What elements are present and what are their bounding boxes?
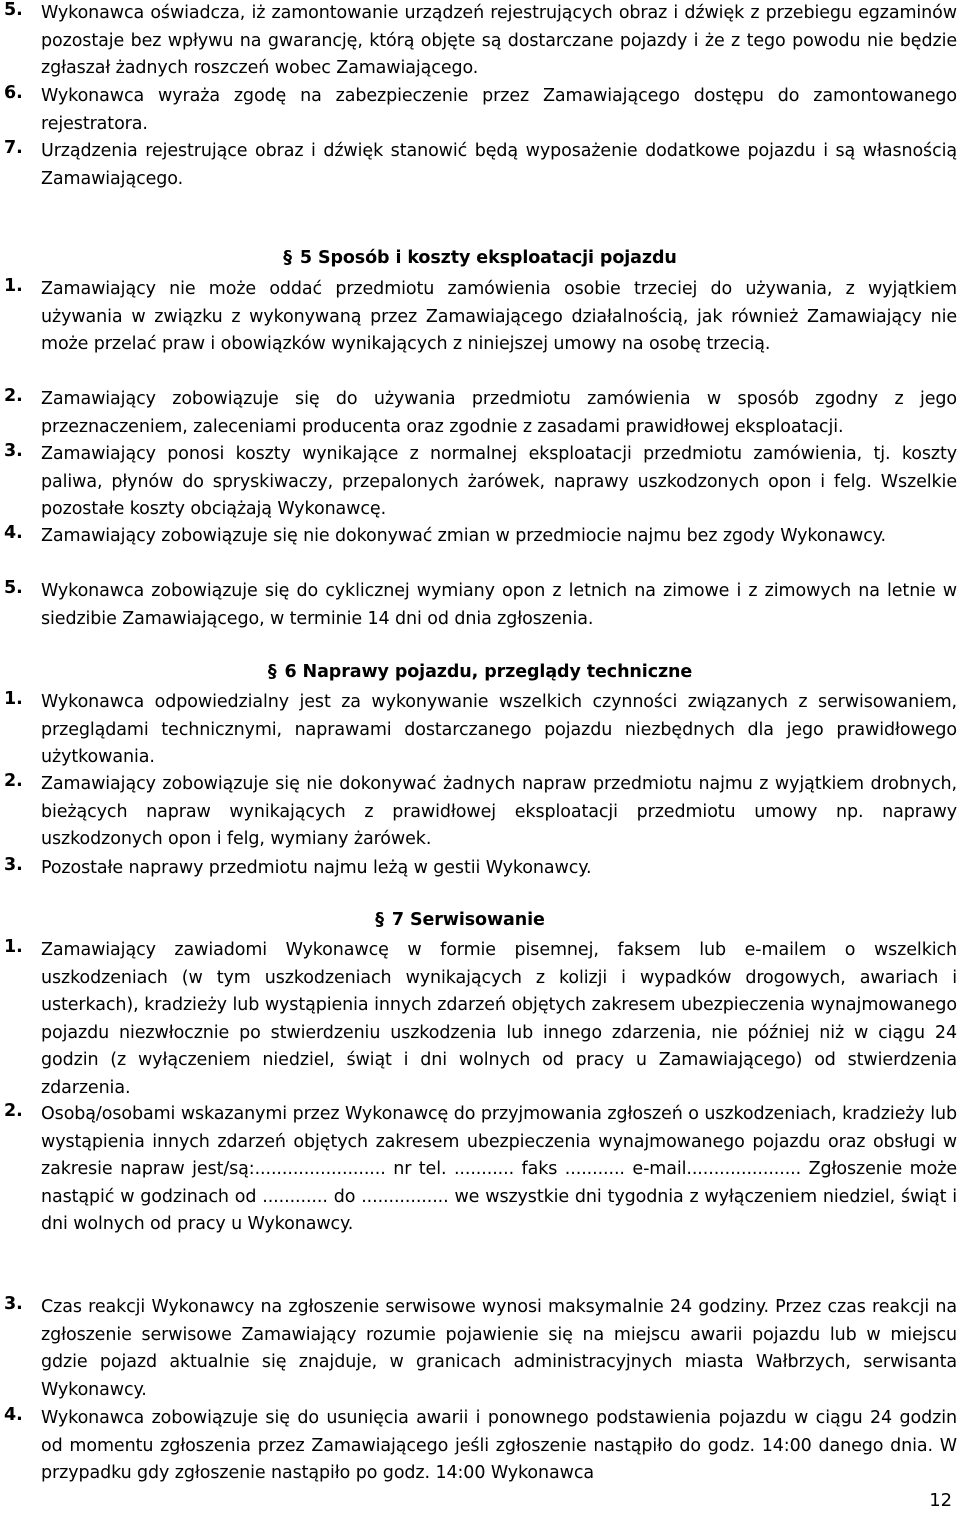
- page-number: 12: [929, 1490, 952, 1511]
- item-number: 3.: [4, 855, 23, 875]
- item-text: Wykonawca oświadcza, iż zamontowanie urządzeń rejestrujących obraz i dźwięk z przebiegu egzaminów pozostaje bez wpływu na gwarancję, którą objęte są dostarczane pojazdy i że z tego powodu nie będzie zgłaszał żadnych roszczeń wobec Zamawiającego.: [41, 3, 957, 79]
- section-title: 6 Naprawy pojazdu, przeglądy techniczne: [284, 662, 693, 682]
- item-number: 1.: [4, 937, 23, 957]
- item-text: Wykonawca zobowiązuje się do usunięcia awarii i ponownego podstawienia pojazdu w ciągu 24 godzin od momentu zgłoszenia przez Zamawiającego jeśli zgłoszenie nastąpiło do godz. 14:00 danego dnia. W przypadku gdy zgłoszenie nastąpiło po godz. 14:00 Wykonawca: [41, 1408, 957, 1484]
- list-item: [0, 138, 957, 193]
- item-number: 1.: [4, 689, 23, 709]
- list-item: [0, 0, 957, 83]
- list-item: [0, 689, 957, 772]
- section-title: 5 Sposób i koszty eksploatacji pojazdu: [299, 248, 677, 268]
- list-item: [0, 386, 957, 441]
- section-heading: [0, 248, 960, 268]
- item-number: 2.: [4, 1101, 23, 1121]
- item-text: Zamawiający nie może oddać przedmiotu zamówienia osobie trzeciej do używania, z wyjątkiem używania w związku z wykonywaną przez Zamawiającego działalnością, jak również Zamawiający nie może przelać praw i obowiązków wynikających z niniejszej umowy na osobę trzecią.: [41, 279, 957, 355]
- item-text: Zamawiający zawiadomi Wykonawcę w formie pisemnej, faksem lub e-mailem o wszelkich uszkodzeniach (w tym uszkodzeniach wynikających z kolizji i wypadków drogowych, awariach i usterkach), kradzieży lub wystąpienia innych zdarzeń objętych zakresem ubezpieczenia wynajmowanego pojazdu niezwłocznie po stwierdzeniu uszkodzenia lub innego zdarzenia, nie później niż w ciągu 24 godzin (z wyłączeniem niedziel, świąt i dni wolnych od pracy u Zamawiającego) od stwierdzenia zdarzenia.: [41, 940, 957, 1098]
- item-number: 2.: [4, 386, 23, 406]
- list-item: [0, 1101, 957, 1239]
- item-text: Wykonawca wyraża zgodę na zabezpieczenie przez Zamawiającego dostępu do zamontowanego rejestratora.: [41, 86, 957, 134]
- list-item: [0, 578, 957, 633]
- item-number: 5.: [4, 578, 23, 598]
- item-text: Wykonawca odpowiedzialny jest za wykonywanie wszelkich czynności związanych z serwisowaniem, przeglądami technicznymi, naprawami dostarczanego pojazdu niezbędnych dla jego prawidłowego użytkowania.: [41, 692, 957, 768]
- list-item: [0, 855, 957, 883]
- list-item: [0, 1405, 957, 1488]
- section-marker: §: [267, 662, 277, 682]
- item-text: Zamawiający zobowiązuje się do używania przedmiotu zamówienia w sposób zgodny z jego przeznaczeniem, zaleceniami producenta oraz zgodnie z zasadami prawidłowej eksploatacji.: [41, 389, 957, 437]
- section-heading: [0, 662, 960, 682]
- item-number: 6.: [4, 83, 23, 103]
- item-text: Zamawiający zobowiązuje się nie dokonywać zmian w przedmiocie najmu bez zgody Wykonawcy.: [41, 526, 886, 546]
- section-title: 7 Serwisowanie: [391, 910, 545, 930]
- item-text: Osobą/osobami wskazanymi przez Wykonawcę do przyjmowania zgłoszeń o uszkodzeniach, kradzieży lub wystąpienia innych zdarzeń objętych zakresem ubezpieczenia wynajmowanego pojazdu oraz obsługi w zakresie napraw jest/są:........................ nr tel. ........... faks ........... e-mail..................... Zgłoszenie może nastąpić w godzinach od ............ do ................ we wszystkie dni tygodnia z wyłączeniem niedziel, świąt i dni wolnych od pracy u Wykonawcy.: [41, 1104, 957, 1235]
- item-text: Urządzenia rejestrujące obraz i dźwięk stanowić będą wyposażenie dodatkowe pojazdu i są własnością Zamawiającego.: [41, 141, 957, 189]
- list-item: [0, 771, 957, 854]
- list-item: [0, 523, 957, 551]
- item-text: Zamawiający ponosi koszty wynikające z normalnej eksploatacji przedmiotu zamówienia, tj. koszty paliwa, płynów do spryskiwaczy, przepalonych żarówek, naprawy uszkodzonych opon i felg. Wszelkie pozostałe koszty obciążają Wykonawcę.: [41, 444, 957, 520]
- section-heading: [0, 910, 920, 930]
- list-item: [0, 1294, 957, 1404]
- item-number: 7.: [4, 138, 23, 158]
- item-number: 3.: [4, 441, 23, 461]
- item-text: Czas reakcji Wykonawcy na zgłoszenie serwisowe wynosi maksymalnie 24 godziny. Przez czas reakcji na zgłoszenie serwisowe Zamawiający rozumie pojawienie się na miejscu awarii pojazdu lub w miejscu gdzie pojazd aktualnie się znajduje, w granicach administracyjnych miasta Wałbrzych, serwisanta Wykonawcy.: [41, 1297, 957, 1400]
- item-text: Pozostałe naprawy przedmiotu najmu leżą w gestii Wykonawcy.: [41, 858, 592, 878]
- item-number: 4.: [4, 523, 23, 543]
- list-item: [0, 83, 957, 138]
- item-text: Zamawiający zobowiązuje się nie dokonywać żadnych napraw przedmiotu najmu z wyjątkiem drobnych, bieżących napraw wynikających z prawidłowej eksploatacji przedmiotu umowy np. naprawy uszkodzonych opon i felg, wymiany żarówek.: [41, 774, 957, 850]
- item-number: 1.: [4, 276, 23, 296]
- item-number: 3.: [4, 1294, 23, 1314]
- list-item: [0, 276, 957, 359]
- section-marker: §: [375, 910, 384, 930]
- list-item: [0, 441, 957, 524]
- section-marker: §: [283, 248, 292, 268]
- item-number: 5.: [4, 0, 23, 20]
- item-text: Wykonawca zobowiązuje się do cyklicznej wymiany opon z letnich na zimowe i z zimowych na letnie w siedzibie Zamawiającego, w terminie 14 dni od dnia zgłoszenia.: [41, 581, 957, 629]
- list-item: [0, 937, 957, 1103]
- item-number: 4.: [4, 1405, 23, 1425]
- item-number: 2.: [4, 771, 23, 791]
